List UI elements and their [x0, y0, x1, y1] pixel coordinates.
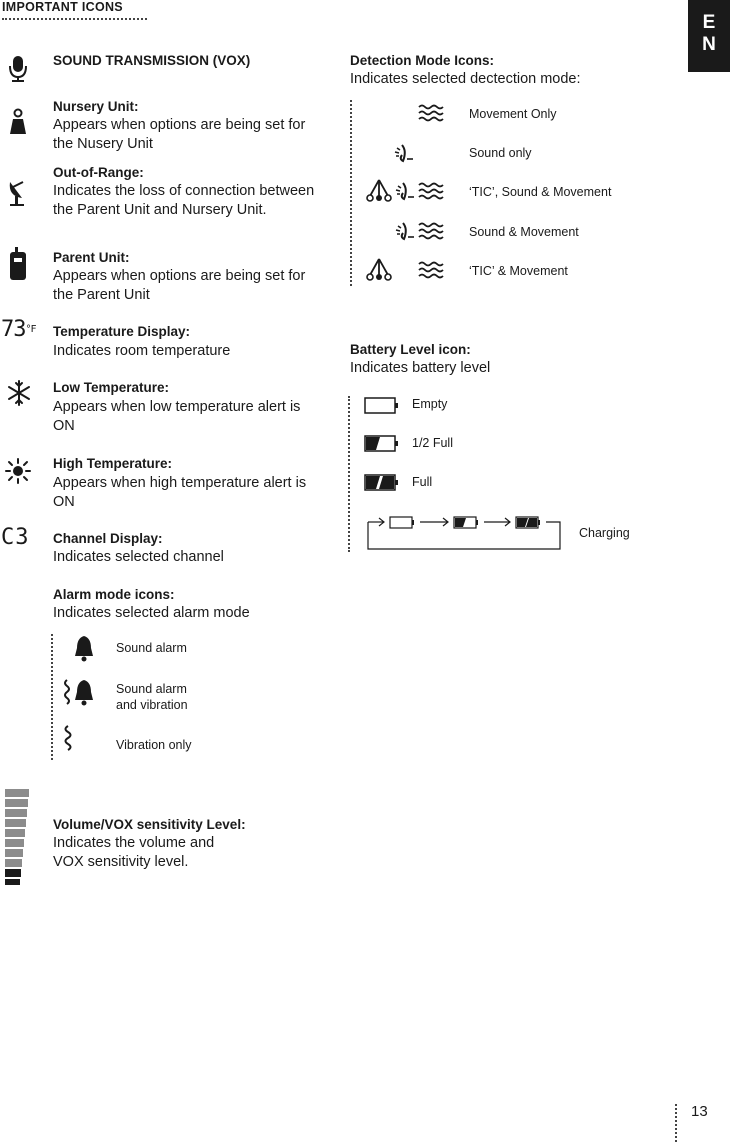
out-of-range-title: Out-of-Range:: [53, 165, 144, 180]
language-tab: [688, 0, 730, 72]
vibration-icon: [62, 724, 74, 752]
alarm-mode-title: Alarm mode icons:: [53, 587, 175, 602]
microphone-icon: [7, 54, 29, 84]
temperature-desc: Indicates room temperature: [53, 343, 231, 359]
battery-empty-icon: [364, 396, 400, 416]
movement-waves-icon: [418, 222, 446, 242]
temperature-title: Temperature Display:: [53, 324, 191, 339]
high-temperature-desc: Appears when high temperature alert is ON: [53, 475, 307, 510]
tic-icon: [366, 178, 394, 204]
battery-item-half: 1/2 Full: [412, 436, 453, 450]
page-header-title: IMPORTANT ICONS: [2, 0, 123, 14]
alarm-mode-desc: Indicates selected alarm mode: [53, 605, 250, 621]
header-dotted-rule: [2, 18, 147, 20]
parent-unit-title: Parent Unit:: [53, 250, 130, 265]
snowflake-icon: [6, 378, 32, 408]
page-number-dotted-rule: [675, 1104, 677, 1142]
satellite-dish-icon: [6, 178, 30, 208]
sound-icon: [393, 143, 415, 165]
battery-dotted-rule: [348, 396, 350, 552]
nursery-unit-title: Nursery Unit:: [53, 99, 139, 114]
parent-unit-desc: Appears when options are being set for the Parent Unit: [53, 268, 306, 303]
high-temperature-title: High Temperature:: [53, 456, 173, 471]
sun-icon: [5, 458, 31, 484]
bell-icon: [73, 634, 95, 662]
alarm-item-sound: Sound alarm: [116, 641, 187, 655]
nursery-unit-desc: Appears when options are being set for the Nusery Unit: [53, 117, 306, 152]
alarm-item-vibration: Vibration only: [116, 738, 192, 752]
temperature-display-icon: [1, 318, 36, 342]
charging-cycle-diagram: [364, 508, 574, 554]
channel-display-icon: C3: [1, 525, 30, 550]
alarm-dotted-rule: [51, 634, 53, 760]
out-of-range-desc: Indicates the loss of connection between the Parent Unit and Nursery Unit.: [53, 183, 315, 218]
detection-item-tic-movement: ‘TIC’ & Movement: [469, 264, 568, 278]
vox-title: SOUND TRANSMISSION (VOX): [53, 53, 251, 68]
sound-icon: [394, 221, 416, 243]
battery-half-icon: [364, 434, 400, 454]
detection-dotted-rule: [350, 100, 352, 286]
battery-desc: Indicates battery level: [350, 360, 491, 376]
battery-title: Battery Level icon:: [350, 342, 471, 357]
detection-item-sound-movement: Sound & Movement: [469, 225, 579, 239]
volume-desc: Indicates the volume and VOX sensitivity level.: [53, 835, 215, 870]
nursery-unit-icon: [8, 108, 28, 136]
detection-item-sound: Sound only: [469, 146, 532, 160]
detection-mode-desc: Indicates selected dectection mode:: [350, 71, 581, 87]
charging-battery-half: [454, 517, 478, 528]
bell-vibration-icon: [62, 678, 96, 706]
volume-level-icon: [3, 788, 31, 886]
battery-item-full: Full: [412, 475, 433, 489]
movement-waves-icon: [418, 104, 446, 124]
low-temperature-title: Low Temperature:: [53, 380, 170, 395]
temperature-unit: °F: [25, 324, 36, 335]
detection-mode-title: Detection Mode Icons:: [350, 53, 495, 68]
detection-item-movement: Movement Only: [469, 107, 557, 121]
battery-full-icon: [364, 473, 400, 493]
charging-battery-empty: [390, 517, 414, 528]
charging-label: Charging: [579, 526, 630, 540]
alarm-item-sound-vibration: Sound alarm and vibration: [116, 682, 188, 712]
detection-item-tic-sound-movement: ‘TIC’, Sound & Movement: [469, 185, 612, 199]
language-code: EN: [702, 12, 716, 55]
low-temperature-desc: Appears when low temperature alert is ON: [53, 399, 301, 434]
temperature-digits: 73: [1, 317, 26, 342]
movement-waves-icon: [418, 261, 446, 281]
sound-icon: [394, 181, 416, 203]
movement-waves-icon: [418, 182, 446, 202]
volume-title: Volume/VOX sensitivity Level:: [53, 817, 246, 832]
channel-desc: Indicates selected channel: [53, 549, 224, 565]
tic-icon: [366, 257, 394, 283]
page-number: 13: [691, 1103, 708, 1120]
channel-title: Channel Display:: [53, 531, 163, 546]
charging-battery-full: [516, 517, 540, 528]
battery-item-empty: Empty: [412, 397, 448, 411]
parent-unit-icon: [8, 246, 28, 282]
